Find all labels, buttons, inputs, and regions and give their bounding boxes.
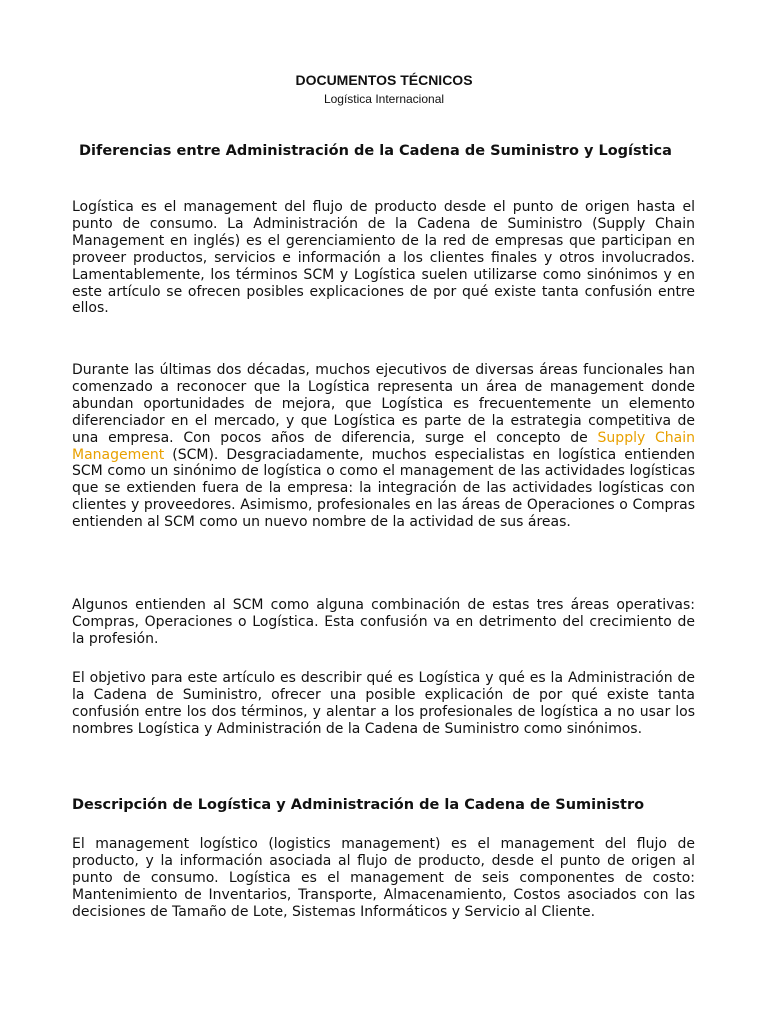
supply-chain-management-link[interactable]: Supply Chain Management [72, 429, 695, 463]
section-heading-description: Descripción de Logística y Administración de la Cadena de Suministro [72, 797, 645, 813]
document-title: DOCUMENTOS TÉCNICOS [295, 72, 473, 88]
document-subtitle: Logística Internacional [323, 92, 445, 106]
paragraph-confusion: Algunos entienden al SCM como alguna combinación de estas tres áreas operativas: Compras, Operaciones o Logística. Esta confusión va en detrimento del crecimiento de la profesión. [72, 597, 695, 647]
paragraph-logistics-definition: Logística es el management del flujo de producto desde el punto de origen hasta el punto de consumo. La Administración de la Cadena de Suministro (Supply Chain Management en inglés) es el gerenciamiento de la red de empresas que participan en proveer productos, servicios e información a los clientes finales y otros involucrados. Lamentablemente, los términos SCM y Logística suelen utilizarse como sinónimos y en este artículo se ofrecen posibles explicaciones de por qué existe tanta confusión entre ellos. [72, 199, 695, 317]
section-heading-differences: Diferencias entre Administración de la Cadena de Suministro y Logística [79, 143, 672, 159]
paragraph-logistics-management: El management logístico (logistics management) es el management del flujo de producto, y la información asociada al flujo de producto, desde el punto de origen al punto de consumo. Logística es el management de seis componentes de costo: Mantenimiento de Inventarios, Transporte, Almacenamiento, Costos asociados con las decisiones de Tamaño de Lote, Sistemas Informáticos y Servicio al Cliente. [72, 836, 695, 920]
paragraph-scm-origin [72, 362, 695, 531]
paragraph-objective: El objetivo para este artículo es describir qué es Logística y qué es la Administración de la Cadena de Suministro, ofrecer una posible explicación de por qué existe tanta confusión entre los dos términos, y alentar a los profesionales de logística a no usar los nombres Logística y Administración de la Cadena de Suministro como sinónimos. [72, 670, 695, 737]
paragraph-text-before-link: Durante las últimas dos décadas, muchos ejecutivos de diversas áreas funcionales han comenzado a reconocer que la Logística representa un área de management donde abundan oportunidades de mejora, que Logística es frecuentemente un elemento diferenciador en el mercado, y que Logística es parte de la estrategia competitiva de una empresa. Con pocos años de diferencia, surge el concepto de [72, 362, 695, 446]
paragraph-text-after-link: (SCM). Desgraciadamente, muchos especialistas en logística entienden SCM como un sinónimo de logística o como el management de las actividades logísticas que se extienden fuera de la empresa: la integración de las actividades logísticas con clientes y proveedores. Asimismo, profesionales en las áreas de Operaciones o Compras entienden al SCM como un nuevo nombre de la actividad de sus áreas. [72, 446, 695, 531]
